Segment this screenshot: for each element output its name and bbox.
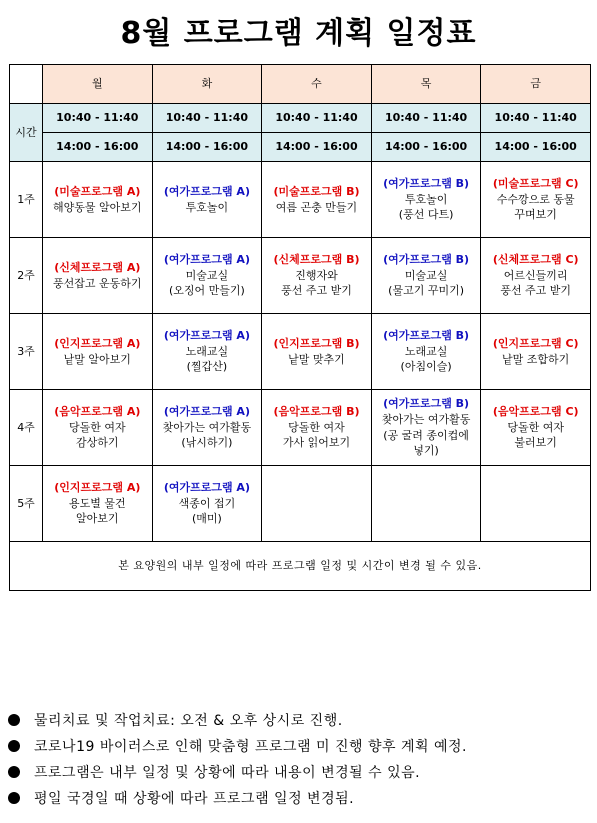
time-slot: 14:00 - 16:00 [371, 133, 481, 162]
schedule-table [9, 64, 591, 591]
note-text: 물리치료 및 작업치료: 오전 & 오후 상시로 진행. [34, 713, 343, 729]
program-cell [262, 466, 372, 542]
program-name: (여가프로그램 B) [383, 176, 470, 190]
program-name: (여가프로그램 A) [163, 480, 250, 494]
week-label: 4주 [10, 390, 43, 466]
notes-list [8, 707, 593, 811]
page-title: 8월 프로그램 계획 일정표 [120, 16, 477, 51]
activity-text: 불러보기 [514, 436, 557, 450]
time-slot: 10:40 - 11:40 [481, 104, 591, 133]
program-cell [481, 314, 591, 390]
program-cell [43, 390, 153, 466]
activity-text: 미술교실 [404, 268, 448, 282]
program-cell [371, 162, 481, 238]
activity-text: 풍선잡고 운동하기 [53, 276, 142, 290]
bullet-dot-icon [8, 714, 20, 726]
week-row [10, 390, 591, 466]
week-row [10, 162, 591, 238]
activity-text: 당돌한 여자 [507, 420, 564, 434]
bullet-dot-icon [8, 766, 20, 778]
program-name: (인지프로그램 A) [54, 480, 141, 494]
activity-text: (찔갑산) [186, 360, 228, 374]
program-cell [262, 238, 372, 314]
program-name: (음악프로그램 A) [54, 404, 141, 418]
time-slot: 14:00 - 16:00 [481, 133, 591, 162]
activity-text: (매미) [191, 512, 222, 526]
activity-text: 찾아가는 여가활동 [381, 412, 471, 426]
program-name: (미술프로그램 B) [273, 184, 360, 198]
bullet-dot-icon [8, 740, 20, 752]
note-text: 프로그램은 내부 일정 및 상황에 따라 내용이 변경될 수 있음. [34, 765, 421, 781]
activity-text: 풍선 주고 받기 [281, 284, 352, 298]
activity-text: 미술교실 [185, 268, 229, 282]
program-cell [371, 314, 481, 390]
activity-text: 진행자와 [295, 268, 338, 282]
program-name: (여가프로그램 B) [383, 328, 470, 342]
program-cell [481, 390, 591, 466]
activity-text: (풍선 다트) [398, 208, 454, 222]
note-text: 평일 국경일 때 상황에 따라 프로그램 일정 변경됨. [34, 791, 355, 807]
program-name: (신체프로그램 B) [273, 252, 360, 266]
activity-text: 당돌한 여자 [68, 420, 126, 434]
activity-text: 감상하기 [76, 436, 119, 450]
activity-text: 낱말 조합하기 [502, 352, 570, 366]
program-name: (인지프로그램 B) [273, 336, 360, 350]
day-header: 목 [371, 65, 481, 104]
day-header: 금 [481, 65, 591, 104]
note-item [8, 707, 593, 733]
program-name: (여가프로그램 B) [383, 252, 470, 266]
program-name: (신체프로그램 C) [492, 252, 579, 266]
week-label: 2주 [10, 238, 43, 314]
note-row [10, 542, 591, 591]
program-name: (인지프로그램 C) [492, 336, 579, 350]
program-cell [152, 162, 262, 238]
day-header: 월 [43, 65, 153, 104]
activity-text: 수수깡으로 동물 [496, 192, 575, 206]
time-row [10, 133, 591, 162]
week-row [10, 466, 591, 542]
activity-text: 노래교실 [185, 344, 229, 358]
program-cell [152, 238, 262, 314]
program-name: (여가프로그램 B) [383, 396, 470, 410]
time-slot: 10:40 - 11:40 [43, 104, 153, 133]
program-name: (인지프로그램 A) [54, 336, 141, 350]
activity-text: 꾸며보기 [514, 208, 557, 222]
day-header: 화 [152, 65, 262, 104]
activity-text: 알아보기 [76, 512, 119, 526]
activity-text: 당돌한 여자 [288, 420, 345, 434]
program-cell [152, 390, 262, 466]
program-cell [152, 314, 262, 390]
activity-text: 투호놀이 [404, 192, 448, 206]
week-row [10, 314, 591, 390]
activity-text: (물고기 꾸미기) [388, 284, 464, 298]
week-row [10, 238, 591, 314]
note-text: 코로나19 바이러스로 인해 맞춤형 프로그램 미 진행 향후 계획 예정. [34, 739, 467, 755]
time-slot: 14:00 - 16:00 [152, 133, 262, 162]
time-slot: 10:40 - 11:40 [152, 104, 262, 133]
time-slot: 10:40 - 11:40 [262, 104, 372, 133]
note-item [8, 733, 593, 759]
program-cell [43, 314, 153, 390]
day-header: 수 [262, 65, 372, 104]
activity-text: 찾아가는 여가활동 [162, 420, 252, 434]
program-cell [43, 238, 153, 314]
program-cell [371, 390, 481, 466]
activity-text: 노래교실 [404, 344, 448, 358]
activity-text: 낱말 알아보기 [63, 352, 131, 366]
program-cell [371, 238, 481, 314]
time-slot: 10:40 - 11:40 [371, 104, 481, 133]
program-cell [43, 162, 153, 238]
activity-text: 넣기) [413, 444, 439, 458]
bullet-dot-icon [8, 792, 20, 804]
program-name: (음악프로그램 B) [273, 404, 360, 418]
activity-text: 어르신들끼리 [503, 268, 568, 282]
activity-text: 용도별 물건 [68, 496, 126, 510]
program-name: (음악프로그램 C) [492, 404, 579, 418]
note-item [8, 759, 593, 785]
activity-text: (오징어 만들기) [168, 284, 245, 298]
program-cell [262, 162, 372, 238]
week-label: 5주 [10, 466, 43, 542]
time-slot: 14:00 - 16:00 [43, 133, 153, 162]
activity-text: 풍선 주고 받기 [500, 284, 572, 298]
program-cell [152, 466, 262, 542]
activity-text: 색종이 접기 [178, 496, 236, 510]
activity-text: 낱말 맞추기 [288, 352, 345, 366]
program-name: (여가프로그램 A) [163, 328, 250, 342]
program-cell [481, 466, 591, 542]
day-header-row [10, 65, 591, 104]
program-cell [481, 238, 591, 314]
corner-cell [10, 65, 43, 104]
program-name: (미술프로그램 A) [54, 184, 141, 198]
time-label: 시간 [10, 104, 43, 162]
activity-text: 해양동물 알아보기 [53, 200, 142, 214]
time-row [10, 104, 591, 133]
program-cell [262, 314, 372, 390]
program-name: (여가프로그램 A) [163, 184, 250, 198]
schedule-note: 본 요양원의 내부 일정에 따라 프로그램 일정 및 시간이 변경 될 수 있음. [10, 542, 591, 591]
note-item [8, 785, 593, 811]
program-name: (신체프로그램 A) [54, 260, 141, 274]
program-cell [481, 162, 591, 238]
activity-text: 투호놀이 [185, 200, 229, 214]
week-label: 3주 [10, 314, 43, 390]
activity-text: 여름 곤충 만들기 [275, 200, 358, 214]
program-cell [371, 466, 481, 542]
program-name: (미술프로그램 C) [492, 176, 579, 190]
activity-text: 가사 읽어보기 [282, 436, 351, 450]
program-name: (여가프로그램 A) [163, 404, 250, 418]
program-name: (여가프로그램 A) [163, 252, 250, 266]
activity-text: (공 굴려 종이컵에 [383, 428, 469, 442]
week-label: 1주 [10, 162, 43, 238]
program-cell [43, 466, 153, 542]
time-slot: 14:00 - 16:00 [262, 133, 372, 162]
program-cell [262, 390, 372, 466]
activity-text: (낚시하기) [181, 436, 233, 450]
activity-text: (아침이슬) [400, 360, 452, 374]
